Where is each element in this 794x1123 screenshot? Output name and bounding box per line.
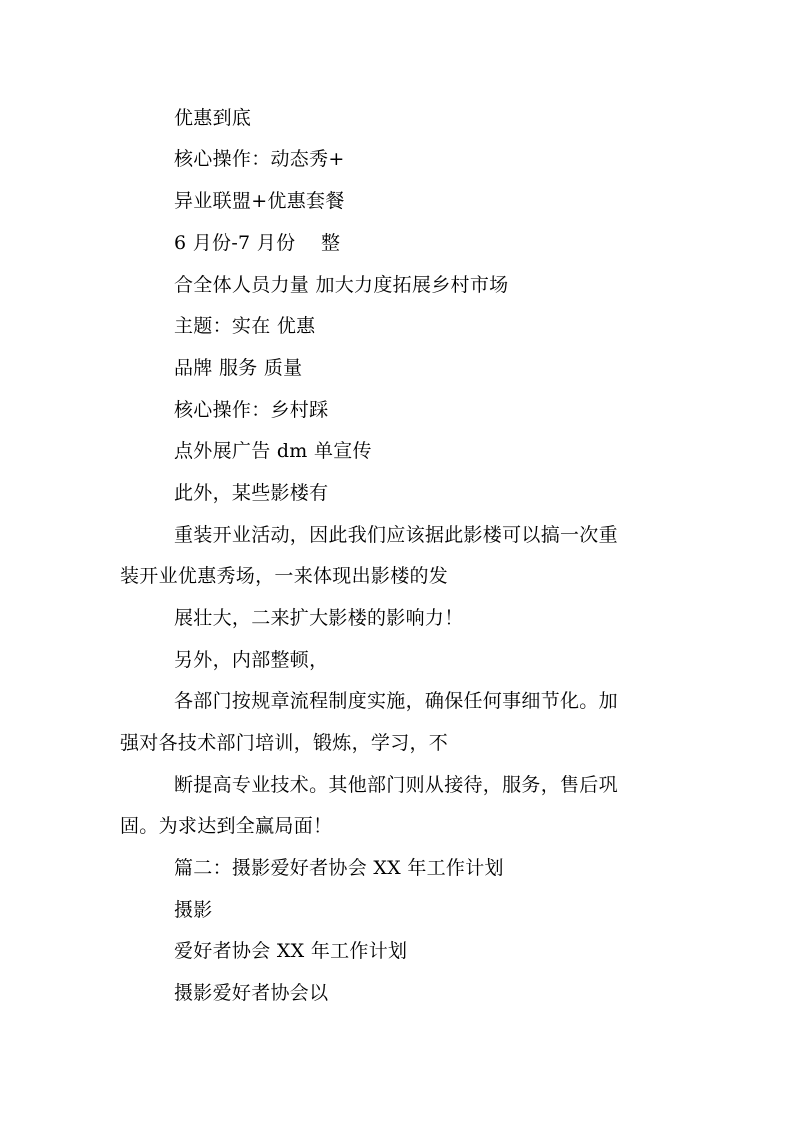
text-line-17: 断提高专业技术。其他部门则从接待，服务，售后巩: [174, 774, 618, 796]
text-line-19: 篇二：摄影爱好者协会 XX 年工作计划: [174, 857, 504, 879]
text-line-13: 展壮大，二来扩大影楼的影响力！: [174, 607, 464, 629]
text-line-1: 优惠到底: [174, 107, 252, 129]
text-line-20: 摄影: [174, 899, 213, 921]
text-line-16: 强对各技术部门培训，锻炼，学习，不: [120, 732, 449, 754]
text-line-18: 固。为求达到全赢局面！: [120, 815, 333, 837]
text-line-4: 6 月份-7 月份 整: [174, 232, 341, 254]
text-line-14: 另外，内部整顿，: [174, 649, 329, 671]
text-line-9: 点外展广告 dm 单宣传: [174, 440, 372, 462]
text-line-10: 此外，某些影楼有: [174, 482, 329, 504]
text-line-7: 品牌 服务 质量: [174, 357, 303, 379]
text-line-22: 摄影爱好者协会以: [174, 982, 329, 1004]
text-line-11: 重装开业活动，因此我们应该据此影楼可以搞一次重: [174, 524, 618, 546]
text-line-6: 主题：实在 优惠: [174, 315, 316, 337]
text-line-21: 爱好者协会 XX 年工作计划: [174, 940, 408, 962]
text-line-12: 装开业优惠秀场，一来体现出影楼的发: [120, 565, 449, 587]
text-line-2: 核心操作：动态秀+: [174, 148, 345, 170]
text-line-3: 异业联盟+优惠套餐: [174, 190, 345, 212]
text-line-8: 核心操作：乡村踩: [174, 399, 329, 421]
text-line-15: 各部门按规章流程制度实施，确保任何事细节化。加: [174, 690, 618, 712]
text-line-5: 合全体人员力量 加大力度拓展乡村市场: [174, 274, 509, 296]
